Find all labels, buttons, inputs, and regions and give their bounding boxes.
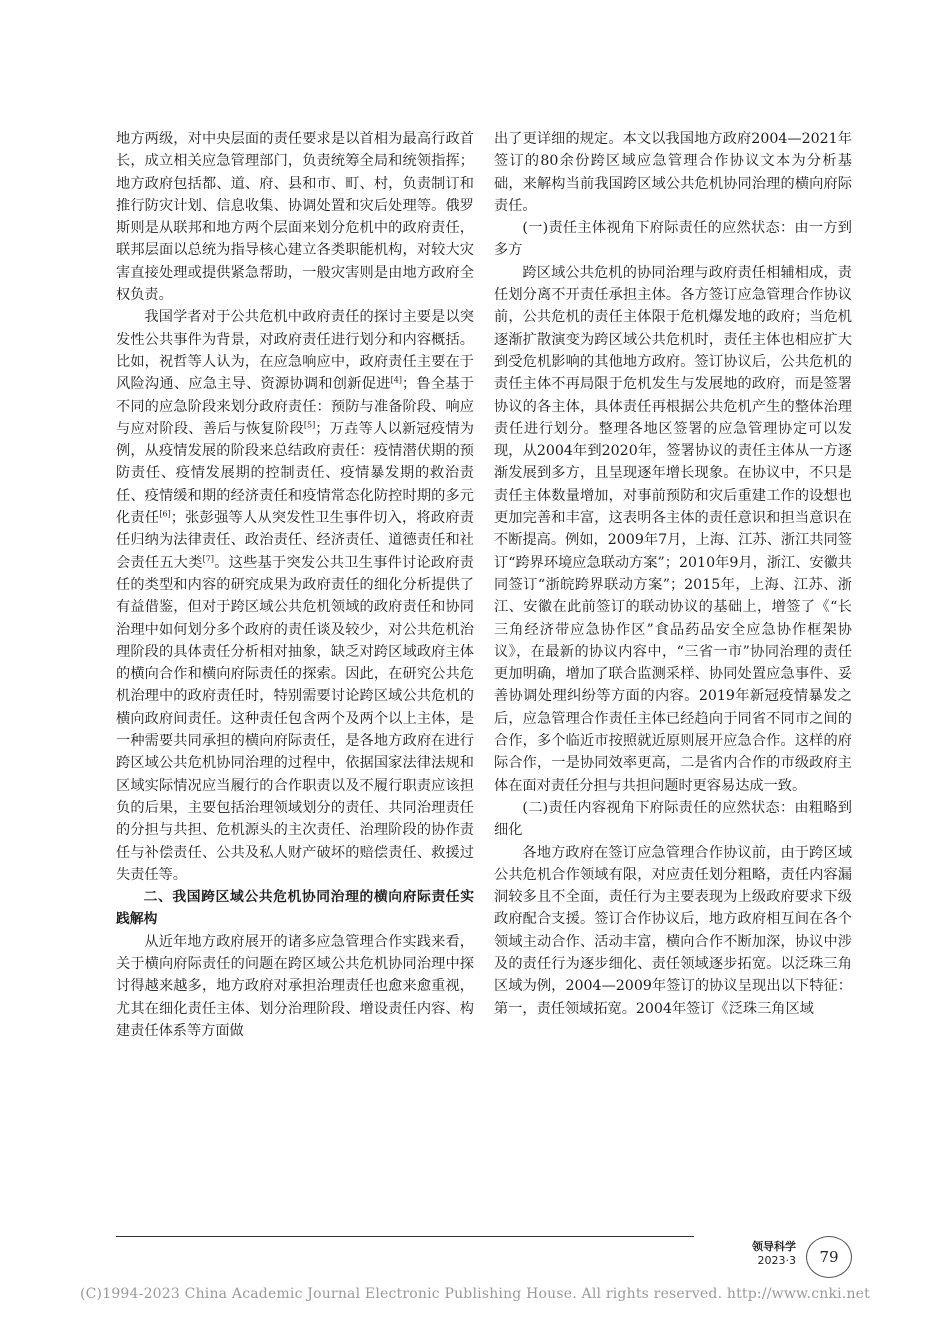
- subsection-heading: (二)责任内容视角下府际责任的应然状态：由粗略到细化: [494, 799, 852, 839]
- paragraph: 跨区域公共危机的协同治理与政府责任相辅相成，责任划分离不开责任承担主体。各方签订应急管理合作协议前，公共危机的责任主体限于危机爆发地的政府；当危机逐渐扩散演变为跨区域公共危机时，责任主体也相应扩大到受危机影响的其他地方政府。签订协议后，公共危机的责任主体不再局限于危机发生与发展地的政府，而是签署协议的各主体，具体责任再根据公共危机产生的整体治理责任进行划分。整理各地区签署的应急管理协定可以发现，从2004年到2020年，签署协议的责任主体从一方逐渐发展到多方，且呈现逐年增长现象。在协议中，不只是责任主体数量增加，对事前预防和灾后重建工作的设想也更加完善和丰富，这表明各主体的责任意识和担当意识在不断提高。例如，2009年7月，上海、江苏、浙江共同签订“跨界环境应急联动方案”；2010年9月，浙江、安徽共同签订“浙皖跨界联动方案”；2015年，上海、江苏、浙江、安徽在此前签订的联动协议的基础上，增签了《“长三角经济带应急协作区”食品药品安全应急协作框架协议》，在最新的协议内容中，“三省一市”协同治理的责任更加明确，增加了联合监测采样、协同处置应急事件、妥善协调处理纠纷等方面的内容。2019年新冠疫情暴发之后，应急管理合作责任主体已经趋向于同省不同市之间的合作，多个临近市按照就近原则展开应急合作。这样的府际合作，一是协同效率更高，二是省内合作的市级政府主体在面对责任分担与共担问题时更容易达成一致。: [494, 264, 852, 794]
- journal-name: 领导科学: [752, 1240, 796, 1253]
- citation-ref[interactable]: [7]: [202, 553, 215, 563]
- paragraph: 我国学者对于公共危机中政府责任的探讨主要是以突发性公共事件为背景，对政府责任进行划分和内容概括。比如，祝哲等人认为，在应急响应中，政府责任主要在于风险沟通、应急主导、资源协调和创新促进[4]；鲁全基于不同的应急阶段来划分政府责任：预防与准备阶段、响应与应对阶段、善后与恢复阶段[5]；万垚等人以新冠疫情为例，从疫情发展的阶段来总结政府责任：疫情潜伏期的预防责任、疫情发展期的控制责任、疫情暴发期的救治责任、疫情缓和期的经济责任和疫情常态化防控时期的多元化责任[6]；张彭强等人从突发性卫生事件切入，将政府责任归纳为法律责任、政治责任、经济责任、道德责任和社会责任五大类[7]。这些基于突发公共卫生事件讨论政府责任的类型和内容的研究成果为政府责任的细化分析提供了有益借鉴，但对于跨区域公共危机领域的政府责任和协同治理中如何划分多个政府的责任谈及较少，对公共危机治理阶段的具体责任分析相对抽象，缺乏对跨区域政府主体的横向合作和横向府际责任的探索。因此，在研究公共危机治理中的政府责任时，特别需要讨论跨区域公共危机的横向政府间责任。这种责任包含两个及两个以上主体，是一种需要共同承担的横向府际责任，是各地方政府在进行跨区域公共危机协同治理的过程中，依据国家法律法规和区域实际情况应当履行的合作职责以及不履行职责应该担负的后果，主要包括治理领域划分的责任、共同治理责任的分担与共担、危机源头的主次责任、治理阶段的协作责任与补偿责任、公共及私人财产破坏的赔偿责任、救援过失责任等。: [116, 309, 474, 883]
- footer-divider: [116, 1236, 694, 1237]
- journal-info: [700, 1240, 796, 1268]
- journal-issue: 2023·3: [757, 1254, 796, 1267]
- right-column: [494, 128, 852, 1020]
- citation-ref[interactable]: [4]: [390, 375, 402, 385]
- paragraph: 从近年地方政府展开的诸多应急管理合作实践来看，关于横向府际责任的问题在跨区域公共危机协同治理中探讨得越来越多，地方政府对承担治理责任也愈来愈重视，尤其在细化责任主体、划分治理阶段、增设责任内容、构建责任体系等方面做: [116, 933, 474, 1039]
- paragraph: 出了更详细的规定。本文以我国地方政府2004—2021年签订的80余份跨区域应急管理合作协议文本为分析基础，来解构当前我国跨区域公共危机协同治理的横向府际责任。: [494, 131, 852, 214]
- copyright-notice: (C)1994-2023 China Academic Journal Electronic Publishing House. All rights reserved. http://www.cnki.net: [79, 1286, 870, 1302]
- subsection-heading: (一)责任主体视角下府际责任的应然状态：由一方到多方: [494, 220, 852, 259]
- page-number: 79: [806, 1236, 852, 1278]
- paragraph: 各地方政府在签订应急管理合作协议前，由于跨区域公共危机合作领域有限，对应责任划分粗略，责任内容漏洞较多且不全面，责任行为主要表现为上级政府要求下级政府配合支援。签订合作协议后，地方政府相互间在各个领域主动合作、活动丰富，横向合作不断加深，协议中涉及的责任行为逐步细化、责任领域逐步拓宽。以泛珠三角区域为例，2004—2009年签订的协议呈现出以下特征：第一，责任领域拓宽。2004年签订《泛珠三角区域: [494, 844, 852, 1017]
- section-heading: 二、我国跨区域公共危机协同治理的横向府际责任实践解构: [116, 889, 474, 928]
- left-column: [116, 128, 474, 1042]
- paragraph: 地方两级，对中央层面的责任要求是以首相为最高行政首长，成立相关应急管理部门，负责统筹全局和统领指挥；地方政府包括都、道、府、县和市、町、村，负责制订和推行防灾计划、信息收集、协调处置和灾后处理等。俄罗斯则是从联邦和地方两个层面来划分危机中的政府责任，联邦层面以总统为指导核心建立各类职能机构，对较大灾害直接处理或提供紧急帮助，一般灾害则是由地方政府全权负责。: [116, 131, 474, 304]
- citation-ref[interactable]: [6]: [159, 509, 171, 519]
- citation-ref[interactable]: [5]: [303, 420, 316, 430]
